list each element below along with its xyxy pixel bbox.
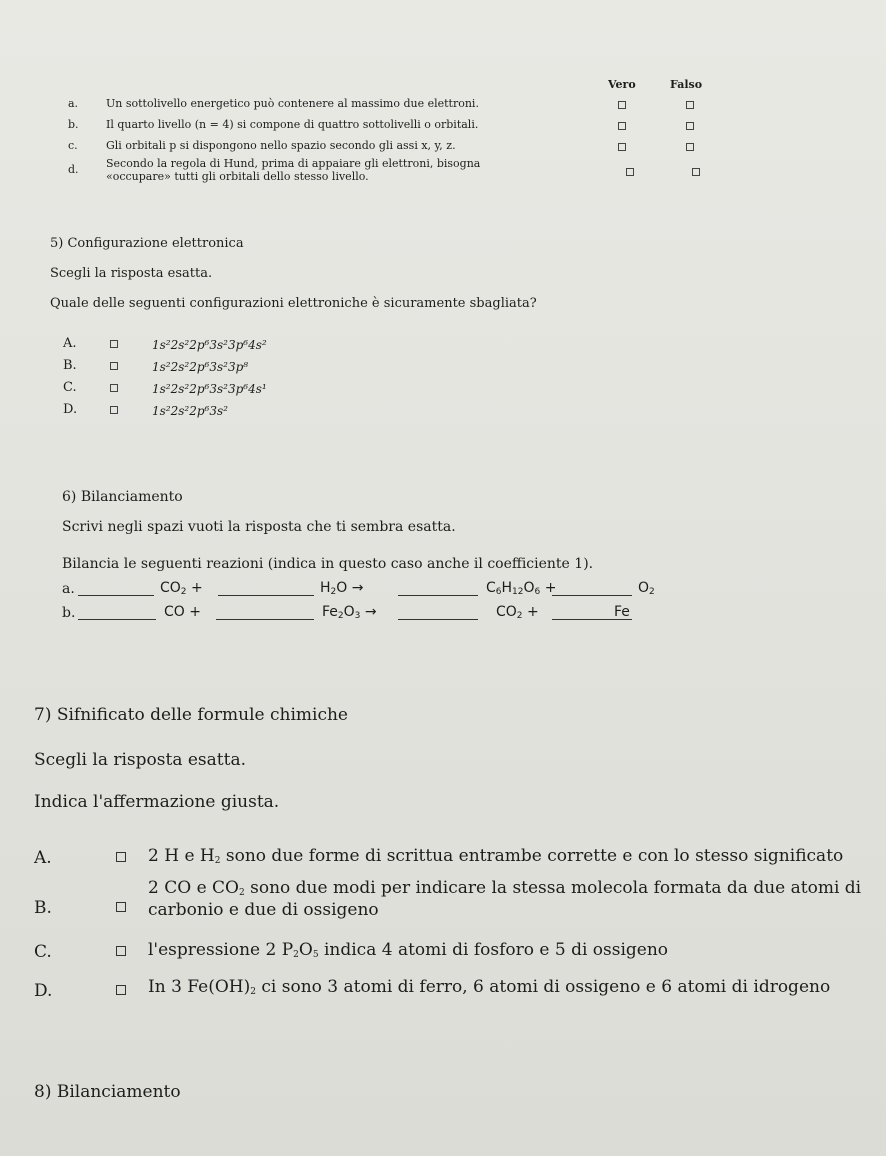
reaction-b-blank-2[interactable] [216,607,314,620]
reaction-b-blank-3[interactable] [398,607,478,620]
reaction-b-term-co2: $CO_2$ + [496,604,539,621]
tf-statement-d-line1: Secondo la regola di Hund, prima di appaiare gli elettroni, bisogna [106,157,481,170]
s7-option-b-text-line2: carbonio e due di ossigeno [148,900,379,920]
s5-option-a-checkbox[interactable] [110,340,118,348]
tf-letter-b: b. [68,118,79,131]
s5-option-c-letter: C. [63,380,77,395]
s7-option-a-text: 2 H e $H_2$ sono due forme di scrittua entrambe corrette e con lo stesso significato [148,846,844,866]
s7-option-b-text-line1: 2 CO e $CO_2$ sono due modi per indicare la stessa molecola formata da due atomi di [148,878,862,898]
s7-option-d-checkbox[interactable] [116,985,126,995]
section-7-question: Indica l'affermazione giusta. [34,792,280,812]
tf-statement-d-line2: «occupare» tutti gli orbitali dello stesso livello. [106,170,369,183]
s7-option-d-letter: D. [34,981,53,1001]
tf-d-false-checkbox[interactable] [692,168,700,176]
reaction-a-term-glucose: $C_6H_{12}O_6$ + [486,580,557,597]
tf-letter-d: d. [68,163,79,176]
reaction-a-blank-4[interactable] [552,583,632,596]
tf-letter-c: c. [68,139,78,152]
tf-a-true-checkbox[interactable] [618,101,626,109]
section-6-instruction: Scrivi negli spazi vuoti la risposta che ti sembra esatta. [62,519,456,535]
section-6-title: 6) Bilanciamento [62,489,183,505]
tf-c-false-checkbox[interactable] [686,143,694,151]
tf-d-true-checkbox[interactable] [626,168,634,176]
s7-option-b-letter: B. [34,898,52,918]
s5-option-c-checkbox[interactable] [110,384,118,392]
tf-b-false-checkbox[interactable] [686,122,694,130]
reaction-a-term-o2: $O_2$ [638,580,655,597]
reaction-a-term-h2o: $H_2O$ → [320,580,364,597]
reaction-b-letter: b. [62,605,76,621]
col-false-header: Falso [670,78,703,91]
s5-option-d-config: 1s²2s²2p⁶3s² [152,404,228,418]
reaction-b-blank-1[interactable] [78,607,156,620]
s7-option-b-checkbox[interactable] [116,902,126,912]
section-5-title: 5) Configurazione elettronica [50,236,244,251]
s7-option-c-text: l'espressione 2 $P_2O_5$ indica 4 atomi di fosforo e 5 di ossigeno [148,940,669,960]
s5-option-b-config: 1s²2s²2p⁶3s²3p⁸ [152,360,249,374]
s7-option-c-letter: C. [34,942,52,962]
section-7-instruction: Scegli la risposta esatta. [34,750,246,770]
tf-letter-a: a. [68,97,79,110]
reaction-a-term-co2: $CO_2$ + [160,580,203,597]
section-5-question: Quale delle seguenti configurazioni elettroniche è sicuramente sbagliata? [50,296,537,311]
s7-option-a-checkbox[interactable] [116,852,126,862]
s5-option-d-checkbox[interactable] [110,406,118,414]
reaction-a-letter: a. [62,581,75,597]
s5-option-b-checkbox[interactable] [110,362,118,370]
s5-option-a-letter: A. [63,336,77,351]
s5-option-d-letter: D. [63,402,78,417]
tf-statement-b: Il quarto livello (n = 4) si compone di quattro sottolivelli o orbitali. [106,118,479,131]
s5-option-c-config: 1s²2s²2p⁶3s²3p⁶4s¹ [152,382,267,396]
s5-option-a-config: 1s²2s²2p⁶3s²3p⁶4s² [152,338,267,352]
reaction-a-blank-1[interactable] [78,583,154,596]
tf-a-false-checkbox[interactable] [686,101,694,109]
reaction-b-term-fe: Fe [614,604,630,620]
tf-statement-a: Un sottolivello energetico può contenere al massimo due elettroni. [106,97,479,110]
section-6-task: Bilancia le seguenti reazioni (indica in questo caso anche il coefficiente 1). [62,556,594,572]
tf-b-true-checkbox[interactable] [618,122,626,130]
tf-statement-c: Gli orbitali p si dispongono nello spazio secondo gli assi x, y, z. [106,139,456,152]
reaction-a-blank-2[interactable] [218,583,314,596]
s7-option-c-checkbox[interactable] [116,946,126,956]
col-true-header: Vero [608,78,636,91]
section-5-instruction: Scegli la risposta esatta. [50,266,213,281]
reaction-b-term-fe2o3: $Fe_2O_3$ → [322,604,377,621]
s7-option-d-text: In 3 $Fe(OH)_2$ ci sono 3 atomi di ferro, 6 atomi di ossigeno e 6 atomi di idrogeno [148,977,831,997]
s5-option-b-letter: B. [63,358,77,373]
tf-c-true-checkbox[interactable] [618,143,626,151]
section-8-title: 8) Bilanciamento [34,1082,181,1102]
reaction-a-blank-3[interactable] [398,583,478,596]
section-7-title: 7) Sifnificato delle formule chimiche [34,705,348,725]
s7-option-a-letter: A. [34,848,52,868]
reaction-b-term-co: CO + [164,604,201,620]
